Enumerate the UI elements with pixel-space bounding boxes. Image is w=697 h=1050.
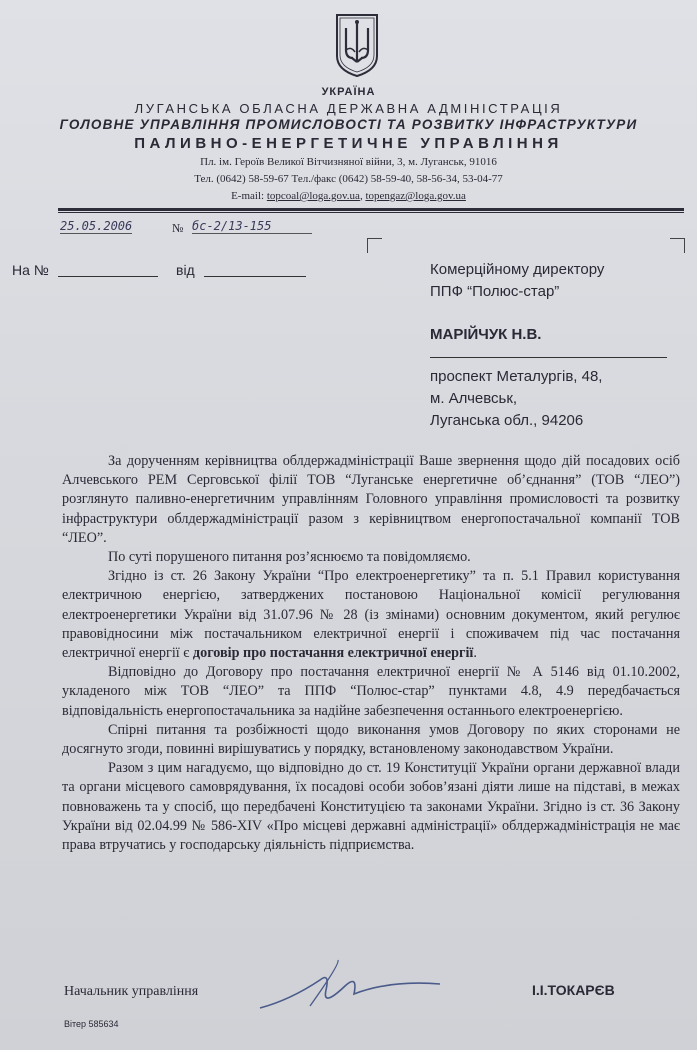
body-paragraph-3 bbox=[62, 567, 680, 663]
country-heading: УКРАЇНА bbox=[321, 86, 376, 98]
email-link-topengaz[interactable]: topengaz@loga.gov.ua bbox=[365, 190, 466, 202]
office-address: Пл. ім. Героїв Великої Вітчизняної війни, 3, м. Луганськ, 91016 bbox=[200, 156, 497, 168]
reference-date-label: від bbox=[176, 262, 195, 278]
body-paragraph-1: За дорученням керівництва облдержадміністрації Ваше звернення щодо дій посадових осіб Алчевського РЕМ Серговської філії ТОВ “Луганське енергетичне об’єднання” (ТОВ “ЛЕО”) розглянуто паливно-енергетичним управлінням Головного управління промисловості та розвитку інфраструктури облдержадміністрації разом з керівництвом енергопостачальної компанії ТОВ “ЛЕО”. bbox=[62, 453, 680, 546]
body-paragraph-5: Спірні питання та розбіжності щодо виконання умов Договору по яких сторонами не досягнуто згоди, повинні вирішуватись у порядку, встановленому законодавством України. bbox=[62, 721, 680, 758]
header-divider-thick bbox=[58, 208, 684, 211]
recipient-address-region: Луганська обл., 94206 bbox=[430, 412, 584, 429]
recipient-address-street: проспект Металургів, 48, bbox=[430, 368, 603, 385]
recipient-position: Комерційному директору bbox=[430, 261, 605, 278]
email-link-topcoal[interactable]: topcoal@loga.gov.ua bbox=[266, 190, 360, 202]
letter-body bbox=[62, 452, 680, 855]
body-paragraph-3-text: Згідно із ст. 26 Закону України “Про електроенергетику” та п. 5.1 Правил користування електричною енергією, затверджених постановою Національної комісії регулювання електроенергетики України від 31.07.96 № 28 (із змінами) основним документом, який регулює правовідносини між постачальником електричної енергії і споживачем під час постачання електричної енергії є bbox=[62, 568, 680, 662]
email-label: E-mail: bbox=[231, 190, 265, 202]
recipient-underline bbox=[430, 357, 667, 358]
signatory-title: Начальник управління bbox=[64, 984, 199, 999]
main-department-heading: ГОЛОВНЕ УПРАВЛІННЯ ПРОМИСЛОВОСТІ ТА РОЗВИТКУ ІНФРАСТРУКТУРИ bbox=[59, 117, 638, 132]
address-corner-right bbox=[670, 238, 685, 253]
registration-number-label: № bbox=[172, 221, 184, 235]
recipient-company: ППФ “Полюс-стар” bbox=[430, 283, 560, 300]
signatory-name: І.І.ТОКАРЄВ bbox=[532, 982, 615, 998]
address-corner-left bbox=[367, 238, 382, 253]
email-separator: , bbox=[359, 190, 363, 202]
registration-number: бс-2/13-155 bbox=[192, 219, 312, 234]
registration-date: 25.05.2006 bbox=[60, 219, 133, 233]
trident-coat-of-arms-icon bbox=[334, 12, 380, 78]
reference-number-label: На № bbox=[12, 262, 49, 278]
body-paragraph-4: Відповідно до Договору про постачання електричної енергії № А 5146 від 01.10.2002, укладеного між ТОВ “ЛЕО” та ППФ “Полюс-стар” пунктами 4.8, 4.9 передбачається відповідальність енергопостачальника за надійне забезпечення останнього електроенергією. bbox=[62, 664, 680, 719]
department-heading: ПАЛИВНО-ЕНЕРГЕТИЧНЕ УПРАВЛІННЯ bbox=[134, 135, 563, 152]
administration-heading: ЛУГАНСЬКА ОБЛАСНА ДЕРЖАВНА АДМІНІСТРАЦІЯ bbox=[134, 101, 563, 116]
print-mark: Вітер 585634 bbox=[64, 1019, 119, 1029]
reference-date-blank bbox=[204, 276, 306, 277]
body-paragraph-2: По суті порушеного питання роз’яснюємо та повідомляємо. bbox=[108, 549, 471, 566]
recipient-address-city: м. Алчевськ, bbox=[430, 390, 518, 407]
office-email-line bbox=[0, 190, 697, 202]
header-divider-thin bbox=[58, 212, 684, 213]
body-paragraph-3-bold: договір про постачання електричної енергії bbox=[192, 645, 474, 662]
handwritten-signature-icon bbox=[250, 950, 450, 1020]
reference-number-blank bbox=[58, 276, 158, 277]
body-paragraph-6: Разом з цим нагадуємо, що відповідно до ст. 19 Конституції України органи державної влади та органи місцевого самоврядування, їх посадові особи зобов’язані діяти лише на підставі, в межах повноважень та у спосіб, що передбачені Конституцією та законами України. Згідно із ст. 36 Закону України від 02.04.99 № 586-XIV «Про місцеві державні адміністрації» облдержадміністрація не має права втручатись у господарську діяльність підприємства. bbox=[62, 760, 680, 854]
office-phones: Тел. (0642) 58-59-67 Тел./факс (0642) 58-59-40, 58-56-34, 53-04-77 bbox=[194, 173, 503, 185]
recipient-name: МАРІЙЧУК Н.В. bbox=[430, 326, 542, 343]
body-paragraph-3-end: . bbox=[473, 645, 477, 662]
